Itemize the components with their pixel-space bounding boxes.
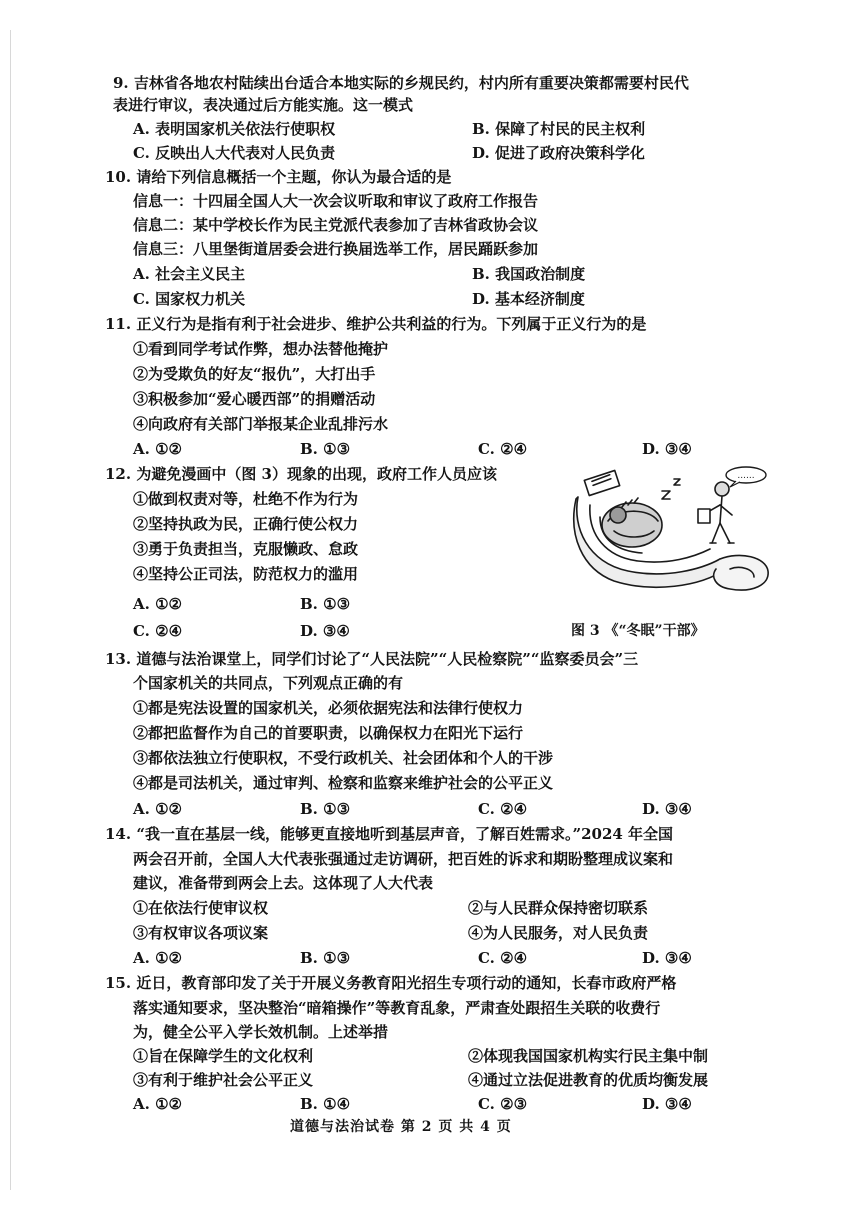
- q14-stem-line2: 两会召开前，全国人大代表张强通过走访调研，把百姓的诉求和期盼整理成议案和: [133, 850, 674, 868]
- q9-stem-line1: 9. 吉林省各地农村陆续出台适合本地实际的乡规民约，村内所有重要决策都需要村民代: [113, 74, 689, 92]
- q10-info-3: 信息三：八里堡街道居委会进行换届选举工作，居民踊跃参加: [133, 240, 539, 258]
- q11-option-b: B. ①③: [300, 440, 351, 458]
- q10-stem: 10. 请给下列信息概括一个主题，你认为最合适的是: [105, 168, 452, 186]
- q14-statement-1: ①在依法行使审议权: [133, 899, 269, 917]
- q13-statement-3: ③都依法独立行使职权，不受行政机关、社会团体和个人的干涉: [133, 749, 554, 767]
- q14-statement-2: ②与人民群众保持密切联系: [468, 899, 649, 917]
- q15-statement-2: ②体现我国国家机构实行民主集中制: [468, 1047, 709, 1065]
- q12-statement-2: ②坚持执政为民，正确行使公权力: [133, 515, 359, 533]
- q13-stem-line1: 13. 道德与法治课堂上，同学们讨论了“人民法院”“人民检察院”“监察委员会”三: [105, 650, 639, 668]
- sleeping-official-cartoon-illustration: [570, 465, 780, 605]
- q12-statement-4: ④坚持公正司法，防范权力的滥用: [133, 565, 359, 583]
- q12-option-b: B. ①③: [300, 595, 351, 613]
- q15-option-c: C. ②③: [478, 1095, 528, 1113]
- cartoon-figure-3: [570, 465, 780, 605]
- q12-statement-3: ③勇于负责担当，克服懒政、怠政: [133, 540, 359, 558]
- q11-statement-4: ④向政府有关部门举报某企业乱排污水: [133, 415, 389, 433]
- q15-statement-3: ③有利于维护社会公平正义: [133, 1071, 314, 1089]
- q13-option-c: C. ②④: [478, 800, 528, 818]
- q14-option-d: D. ③④: [642, 949, 692, 967]
- q10-option-a: A. 社会主义民主: [133, 265, 246, 283]
- q14-stem-line1: 14. “我一直在基层一线，能够更直接地听到基层声音，了解百姓需求。”2024 年全国: [105, 825, 674, 843]
- q9-option-a: A. 表明国家机关依法行使职权: [133, 120, 336, 138]
- q11-statement-1: ①看到同学考试作弊，想办法替他掩护: [133, 340, 389, 358]
- q11-option-d: D. ③④: [642, 440, 692, 458]
- q9-option-c: C. 反映出人大代表对人民负责: [133, 144, 336, 162]
- q9-option-b: B. 保障了村民的民主权利: [472, 120, 646, 138]
- q13-statement-1: ①都是宪法设置的国家机关，必须依据宪法和法律行使权力: [133, 699, 524, 717]
- q10-info-1: 信息一：十四届全国人大一次会议听取和审议了政府工作报告: [133, 192, 539, 210]
- q12-option-a: A. ①②: [133, 595, 182, 613]
- page-edge-line: [10, 30, 11, 1190]
- q14-option-c: C. ②④: [478, 949, 528, 967]
- q11-option-c: C. ②④: [478, 440, 528, 458]
- q12-option-d: D. ③④: [300, 622, 350, 640]
- q15-statement-1: ①旨在保障学生的文化权利: [133, 1047, 314, 1065]
- q14-stem-line3: 建议，准备带到两会上去。这体现了人大代表: [133, 874, 434, 892]
- q13-statement-4: ④都是司法机关，通过审判、检察和监察来维护社会的公平正义: [133, 774, 554, 792]
- q11-stem: 11. 正义行为是指有利于社会进步、维护公共利益的行为。下列属于正义行为的是: [105, 315, 647, 333]
- q15-statement-4: ④通过立法促进教育的优质均衡发展: [468, 1071, 709, 1089]
- q10-option-d: D. 基本经济制度: [472, 290, 585, 308]
- q13-stem-line2: 个国家机关的共同点，下列观点正确的有: [133, 674, 404, 692]
- q11-statement-3: ③积极参加“爱心暖西部”的捐赠活动: [133, 390, 376, 408]
- q14-statement-4: ④为人民服务，对人民负责: [468, 924, 649, 942]
- page-footer: 道德与法治试卷 第 2 页 共 4 页: [290, 1119, 512, 1135]
- q10-option-b: B. 我国政治制度: [472, 265, 586, 283]
- q14-statement-3: ③有权审议各项议案: [133, 924, 269, 942]
- q12-statement-1: ①做到权责对等，杜绝不作为行为: [133, 490, 359, 508]
- q13-option-a: A. ①②: [133, 800, 182, 818]
- q13-option-d: D. ③④: [642, 800, 692, 818]
- q15-option-d: D. ③④: [642, 1095, 692, 1113]
- q15-option-b: B. ①④: [300, 1095, 351, 1113]
- q14-option-b: B. ①③: [300, 949, 351, 967]
- q10-option-c: C. 国家权力机关: [133, 290, 246, 308]
- q15-stem-line1: 15. 近日，教育部印发了关于开展义务教育阳光招生专项行动的通知，长春市政府严格: [105, 974, 677, 992]
- speech-bubble-text: ......: [737, 471, 755, 481]
- figure-3-caption: 图 3 《“冬眠”干部》: [571, 623, 705, 639]
- q11-option-a: A. ①②: [133, 440, 182, 458]
- q12-option-c: C. ②④: [133, 622, 183, 640]
- q11-statement-2: ②为受欺负的好友“报仇”，大打出手: [133, 365, 376, 383]
- q13-statement-2: ②都把监督作为自己的首要职责，以确保权力在阳光下运行: [133, 724, 524, 742]
- q12-stem: 12. 为避免漫画中（图 3）现象的出现，政府工作人员应该: [105, 465, 497, 483]
- q9-stem-line2: 表进行审议，表决通过后方能实施。这一模式: [113, 96, 414, 114]
- q9-option-d: D. 促进了政府决策科学化: [472, 144, 645, 162]
- q15-option-a: A. ①②: [133, 1095, 182, 1113]
- q15-stem-line2: 落实通知要求，坚决整治“暗箱操作”等教育乱象，严肃查处跟招生关联的收费行: [133, 999, 661, 1017]
- q14-option-a: A. ①②: [133, 949, 182, 967]
- q15-stem-line3: 为，健全公平入学长效机制。上述举措: [133, 1023, 389, 1041]
- q13-option-b: B. ①③: [300, 800, 351, 818]
- q10-info-2: 信息二：某中学校长作为民主党派代表参加了吉林省政协会议: [133, 216, 539, 234]
